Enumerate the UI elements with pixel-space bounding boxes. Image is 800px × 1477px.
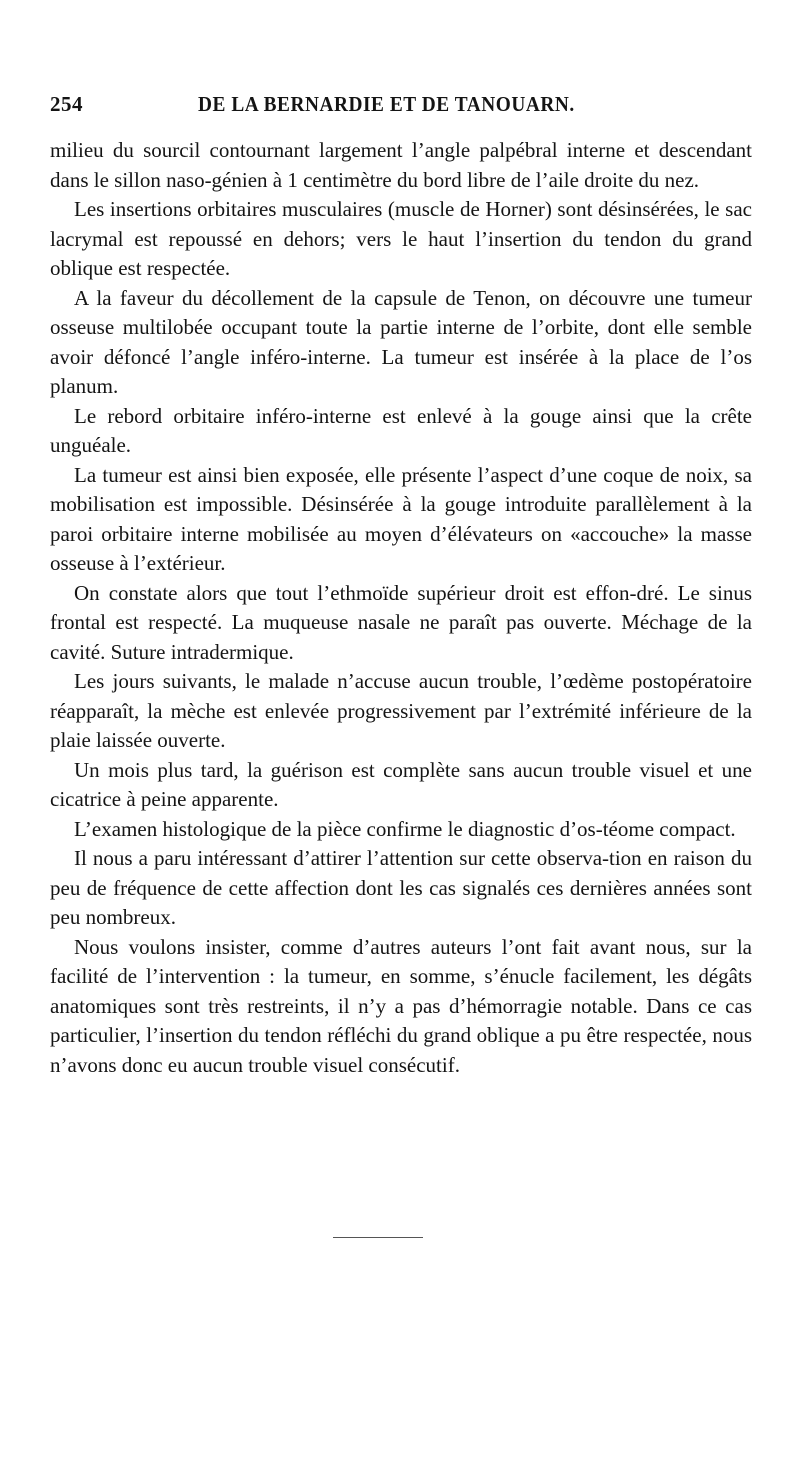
body-text	[50, 136, 752, 1080]
paragraph: Nous voulons insister, comme d’autres auteurs l’ont fait avant nous, sur la facilité de l’intervention : la tumeur, en somme, s’énucle facilement, les dégâts anatomiques sont très restreints, il n’y a pas d’hémorragie notable. Dans ce cas particulier, l’insertion du tendon réfléchi du grand oblique a pu être respectée, nous n’avons donc eu aucun trouble visuel consécutif.	[50, 934, 752, 1077]
paragraph: A la faveur du décollement de la capsule de Tenon, on découvre une tumeur osseuse multilobée occupant toute la partie interne de l’orbite, dont elle semble avoir défoncé l’angle inféro-interne. La tumeur est insérée à la place de l’os planum.	[50, 285, 752, 398]
page-number: 254	[50, 92, 83, 116]
running-head-title: DE LA BERNARDIE ET DE TANOUARN.	[198, 92, 575, 116]
paragraph: Les insertions orbitaires musculaires (muscle de Horner) sont désinsérées, le sac lacrymal est repoussé en dehors; vers le haut l’insertion du tendon du grand oblique est respectée.	[50, 197, 752, 280]
end-rule-divider	[333, 1237, 423, 1238]
paragraph: Un mois plus tard, la guérison est complète sans aucun trouble visuel et une cicatrice à peine apparente.	[50, 757, 752, 811]
paragraph: La tumeur est ainsi bien exposée, elle présente l’aspect d’une coque de noix, sa mobilisation est impossible. Désinsérée à la gouge introduite parallèlement à la paroi orbitaire interne mobilisée au moyen d’élévateurs on «accouche» la masse osseuse à l’extérieur.	[50, 462, 752, 575]
paragraph: L’examen histologique de la pièce confirme le diagnostic d’os-téome compact.	[74, 816, 736, 841]
paragraph: milieu du sourcil contournant largement l’angle palpébral interne et descendant dans le sillon naso-génien à 1 centimètre du bord libre de l’aile droite du nez.	[50, 138, 752, 192]
paragraph: Il nous a paru intéressant d’attirer l’attention sur cette observa-tion en raison du peu de fréquence de cette affection dont les cas signalés ces dernières années sont peu nombreux.	[50, 846, 752, 929]
running-header	[50, 92, 750, 122]
paragraph: On constate alors que tout l’ethmoïde supérieur droit est effon-dré. Le sinus frontal est respecté. La muqueuse nasale ne paraît pas ouverte. Méchage de la cavité. Suture intradermique.	[50, 580, 752, 664]
paragraph: Les jours suivants, le malade n’accuse aucun trouble, l’œdème postopératoire réapparaît, la mèche est enlevée progressivement par l’extrémité inférieure de la plaie laissée ouverte.	[50, 669, 752, 752]
paragraph: Le rebord orbitaire inféro-interne est enlevé à la gouge ainsi que la crête unguéale.	[50, 403, 752, 457]
